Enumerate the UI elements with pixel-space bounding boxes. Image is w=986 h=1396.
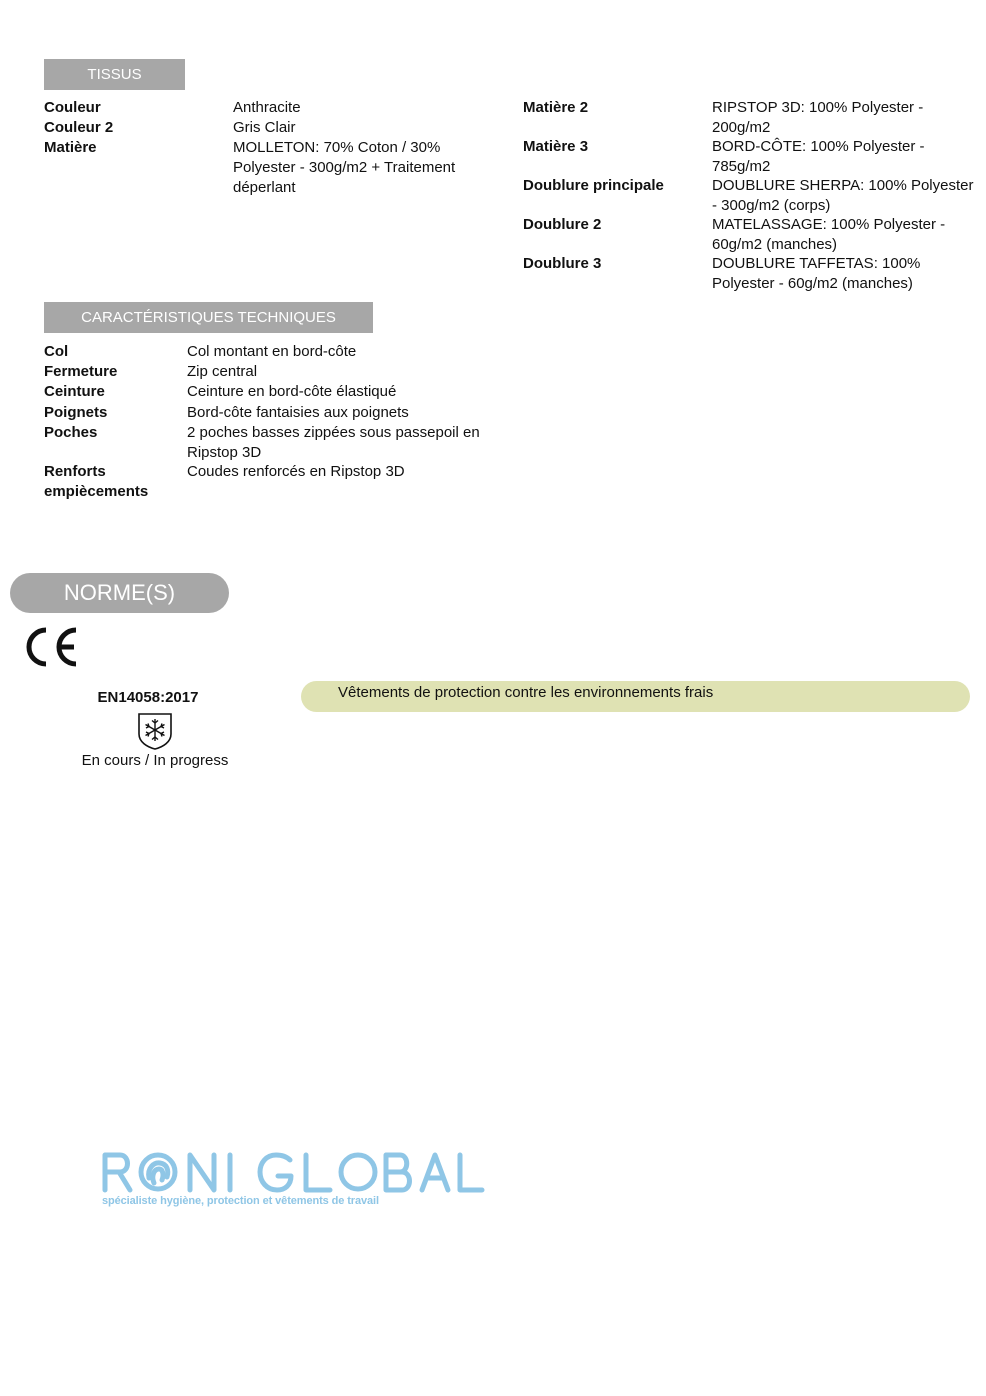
tissus-value-line: déperlant — [233, 179, 296, 196]
spec-value: Col montant en bord-côte — [187, 343, 357, 360]
snowflake-shield-icon — [137, 712, 173, 750]
spec-label: Col — [44, 343, 69, 360]
spec-value: Zip central — [187, 363, 258, 380]
tissus-value-line: DOUBLURE TAFFETAS: 100% — [712, 255, 921, 272]
tissus-label: Couleur — [44, 99, 101, 116]
tissus-label: Matière 3 — [523, 138, 589, 155]
spec-label: Poignets — [44, 404, 108, 421]
standard-code: EN14058:2017 — [97, 689, 199, 706]
spec-label: Renforts — [44, 463, 106, 480]
ce-mark-icon — [26, 626, 80, 668]
tissus-value: Anthracite — [233, 99, 301, 116]
tissus-label: Matière 2 — [523, 99, 589, 116]
tissus-value-line: Polyester - 60g/m2 (manches) — [712, 274, 913, 292]
tissus-label: Doublure 3 — [523, 255, 602, 272]
tissus-value-line: BORD-CÔTE: 100% Polyester - — [712, 138, 925, 155]
spec-label: empiècements — [44, 483, 149, 500]
tissus-value-line: DOUBLURE SHERPA: 100% Polyester — [712, 177, 974, 194]
tissus-label: Doublure principale — [523, 177, 664, 194]
section-header-normes: NORME(S) — [10, 573, 229, 613]
spec-label: Poches — [44, 424, 98, 441]
section-header-tissus: TISSUS — [44, 59, 185, 90]
spec-label: Ceinture — [44, 383, 105, 400]
roni-global-logo — [100, 1150, 485, 1194]
tissus-value-line: Polyester - 300g/m2 + Traitement — [233, 159, 456, 176]
spec-value: Coudes renforcés en Ripstop 3D — [187, 463, 405, 480]
tissus-value-line: MATELASSAGE: 100% Polyester - — [712, 216, 946, 233]
tissus-label: Matière — [44, 139, 97, 156]
tissus-value: Gris Clair — [233, 119, 296, 136]
standard-description: Vêtements de protection contre les environnements frais — [301, 681, 970, 712]
tissus-value-line: 785g/m2 — [712, 157, 771, 175]
tissus-value-line: MOLLETON: 70% Coton / 30% — [233, 139, 441, 156]
tissus-value-line: 60g/m2 (manches) — [712, 235, 838, 253]
tissus-value-line: RIPSTOP 3D: 100% Polyester - — [712, 99, 924, 116]
logo-tagline: spécialiste hygiène, protection et vêtements de travail — [102, 1195, 379, 1207]
tissus-value-line: - 300g/m2 (corps) — [712, 196, 831, 214]
standard-status: En cours / In progress — [81, 752, 229, 769]
spec-value: Bord-côte fantaisies aux poignets — [187, 404, 409, 421]
tissus-label: Couleur 2 — [44, 119, 114, 136]
spec-value: Ripstop 3D — [187, 444, 262, 461]
spec-value: Ceinture en bord-côte élastiqué — [187, 383, 397, 400]
spec-label: Fermeture — [44, 363, 118, 380]
spec-value: 2 poches basses zippées sous passepoil en — [187, 424, 480, 441]
tissus-label: Doublure 2 — [523, 216, 602, 233]
section-header-caracteristiques: CARACTÉRISTIQUES TECHNIQUES — [44, 302, 373, 333]
tissus-value-line: 200g/m2 — [712, 118, 771, 136]
